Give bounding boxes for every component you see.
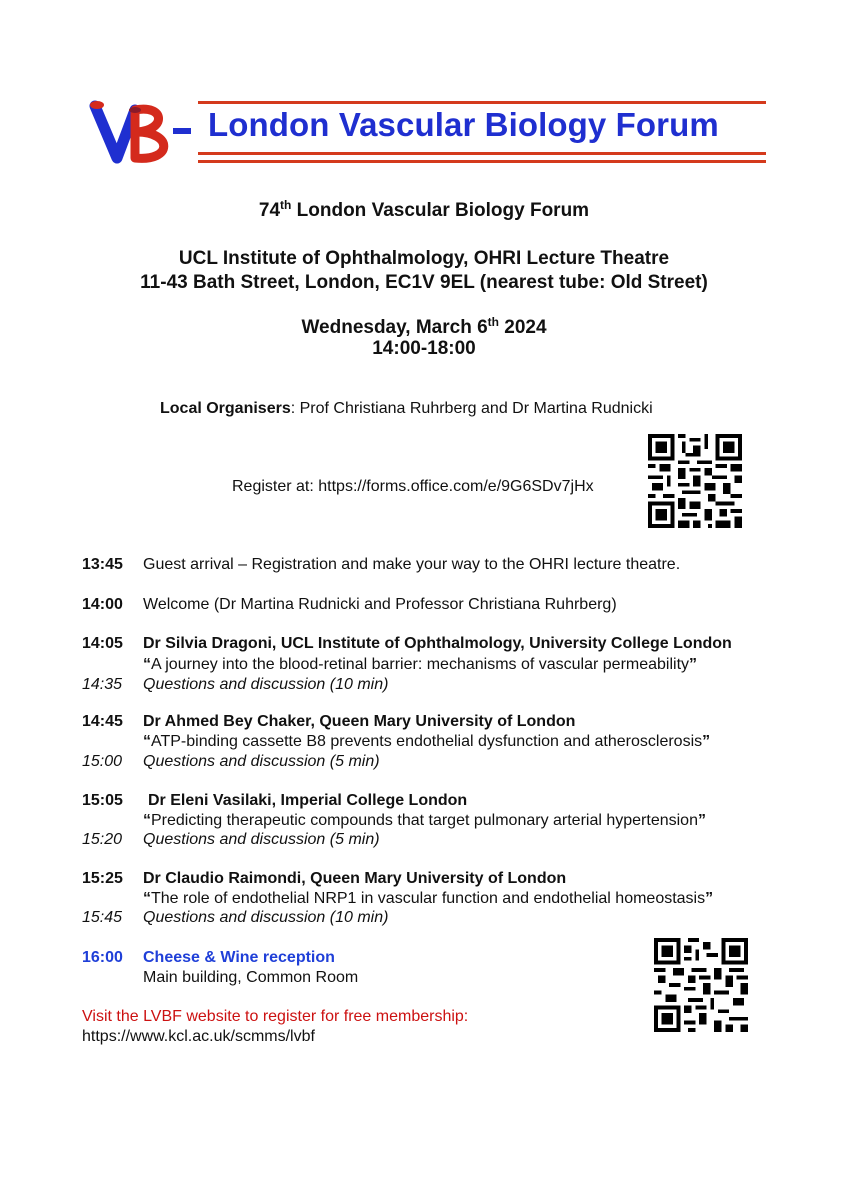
talk-title: “Predicting therapeutic compounds that target pulmonary arterial hypertension” [143,812,706,829]
event-date: Wednesday, March 6th 2024 [301,315,547,338]
register-qr-code-icon[interactable] [648,434,742,528]
programme-item: 14:00 Welcome (Dr Martina Rudnicki and Professor Christiana Ruhrberg) [82,596,617,613]
talk-title: “A journey into the blood-retinal barrier: mechanisms of vascular permeability” [143,656,698,673]
questions-item: 15:20 Questions and discussion (5 min) [82,831,380,848]
membership-qr-code-icon[interactable] [654,938,748,1032]
membership-link[interactable]: https://www.kcl.ac.uk/scmms/lvbf [82,1028,315,1045]
programme-item: 14:45 Dr Ahmed Bey Chaker, Queen Mary University of London [82,713,576,730]
talk-title: “The role of endothelial NRP1 in vascular function and endothelial homeostasis” [143,890,714,907]
programme-item: 15:05 Dr Eleni Vasilaki, Imperial College London [82,792,468,809]
talk-title: “ATP-binding cassette B8 prevents endothelial dysfunction and atherosclerosis” [143,733,711,750]
header-title: London Vascular Biology Forum [208,106,719,143]
venue-line-1: UCL Institute of Ophthalmology, OHRI Lecture Theatre [178,248,670,269]
header-rule-bottom-2 [198,160,766,163]
header-rule-top [198,101,766,104]
reception-location: Main building, Common Room [143,969,359,986]
programme-item: 14:05 Dr Silvia Dragoni, UCL Institute of Ophthalmology, University College London [82,635,732,652]
event-title: 74th London Vascular Biology Forum [258,198,590,221]
questions-item: 14:35 Questions and discussion (10 min) [82,676,389,693]
header-rule-bottom-1 [198,152,766,155]
questions-item: 15:00 Questions and discussion (5 min) [82,753,380,770]
questions-item: 15:45 Questions and discussion (10 min) [82,909,389,926]
lvbf-logo [85,92,195,172]
local-organisers: Local Organisers: Prof Christiana Ruhrberg and Dr Martina Rudnicki [160,400,653,417]
programme-item: 13:45 Guest arrival – Registration and make your way to the OHRI lecture theatre. [82,556,681,573]
register-text[interactable]: Register at: https://forms.office.com/e/9G6SDv7jHx [232,478,594,495]
event-time-range: 14:00-18:00 [372,338,476,359]
membership-text: Visit the LVBF website to register for free membership: [82,1008,469,1025]
venue-line-2: 11-43 Bath Street, London, EC1V 9EL (nearest tube: Old Street) [140,272,708,293]
reception-item: 16:00 Cheese & Wine reception [82,949,335,966]
programme-item: 15:25 Dr Claudio Raimondi, Queen Mary University of London [82,870,567,887]
